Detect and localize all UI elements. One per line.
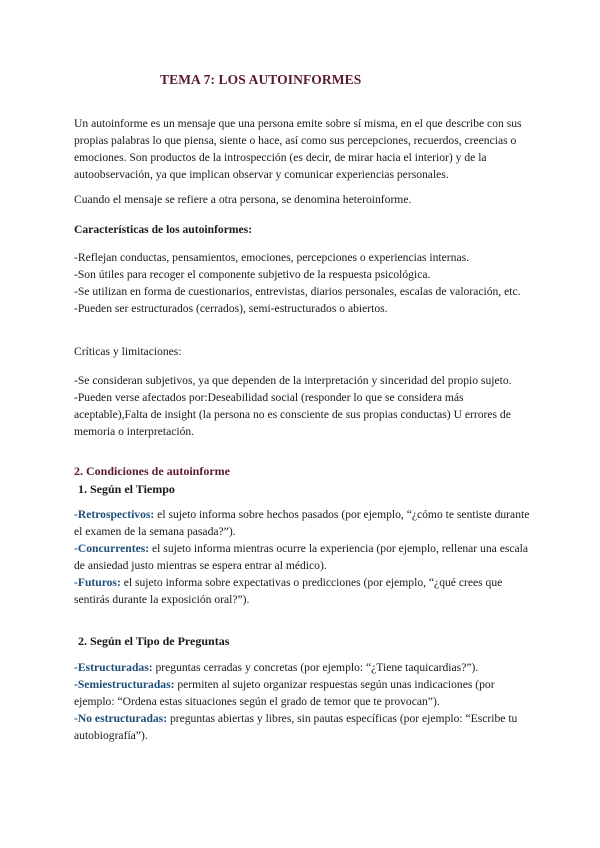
list-item: -Reflejan conductas, pensamientos, emociones, percepciones o experiencias internas.	[74, 251, 470, 264]
condiciones-heading: 2. Condiciones de autoinforme	[74, 464, 230, 478]
segun-tipo-preguntas-heading: 2. Según el Tipo de Preguntas	[78, 634, 230, 648]
item-term: -Estructuradas:	[74, 661, 153, 674]
preguntas-list	[74, 659, 534, 744]
list-item	[74, 676, 534, 710]
item-text: permiten al sujeto organizar respuestas según unas indicaciones (por ejemplo: “Ordena estas situaciones según el grado de temor que te provocan”).	[74, 678, 495, 708]
item-text: el sujeto informa mientras ocurre la experiencia (por ejemplo, rellenar una escala de ansiedad justo mientras se espera entrar al médico).	[74, 542, 529, 572]
list-item: -Se consideran subjetivos, ya que dependen de la interpretación y sinceridad del propio sujeto.	[74, 374, 512, 387]
list-item: -Se utilizan en forma de cuestionarios, entrevistas, diarios personales, escalas de valoración, etc.	[74, 285, 521, 298]
list-item	[74, 710, 534, 744]
criticas-heading: Críticas y limitaciones:	[74, 345, 182, 358]
list-item	[74, 659, 534, 676]
item-text: preguntas abiertas y libres, sin pautas específicas (por ejemplo: “Escribe tu autobiografía”).	[74, 712, 518, 742]
caracteristicas-list	[74, 249, 534, 317]
item-term: -Concurrentes:	[74, 542, 150, 555]
list-item: -Son útiles para recoger el componente subjetivo de la respuesta psicológica.	[74, 268, 431, 281]
item-term: -No estructuradas:	[74, 712, 168, 725]
caracteristicas-heading: Características de los autoinformes:	[74, 223, 253, 236]
item-term: -Futuros:	[74, 576, 121, 589]
segun-tiempo-heading: 1. Según el Tiempo	[78, 482, 175, 496]
item-term: -Retrospectivos:	[74, 508, 155, 521]
page-title: TEMA 7: LOS AUTOINFORMES	[160, 72, 362, 87]
list-item	[74, 540, 534, 574]
list-item	[74, 506, 534, 540]
list-item: -Pueden verse afectados por:Deseabilidad social (responder lo que se considera más aceptable),Falta de insight (la persona no es consciente de sus propias conductas) U errores de memoria o interpretación.	[74, 391, 511, 438]
item-term: -Semiestructuradas:	[74, 678, 175, 691]
list-item	[74, 574, 534, 608]
intro-paragraph: Un autoinforme es un mensaje que una persona emite sobre sí misma, en el que describe con sus propias palabras lo que piensa, siente o hace, así como sus percepciones, recuerdos, creencias o emociones. Son productos de la introspección (es decir, de mirar hacia el interior) y de la autoobservación, ya que implican observar y comunicar experiencias personales.	[74, 117, 522, 181]
item-text: preguntas cerradas y concretas (por ejemplo: “¿Tiene taquicardias?”).	[152, 661, 479, 674]
heteroinforme-paragraph: Cuando el mensaje se refiere a otra persona, se denomina heteroinforme.	[74, 193, 412, 206]
item-text: el sujeto informa sobre hechos pasados (por ejemplo, “¿cómo te sentiste durante el examen de la semana pasada?”).	[74, 508, 530, 538]
item-text: el sujeto informa sobre expectativas o predicciones (por ejemplo, “¿qué crees que sentirás durante la exposición oral?”).	[74, 576, 503, 606]
tiempo-list	[74, 506, 534, 608]
criticas-list	[74, 372, 534, 440]
list-item: -Pueden ser estructurados (cerrados), semi-estructurados o abiertos.	[74, 302, 388, 315]
